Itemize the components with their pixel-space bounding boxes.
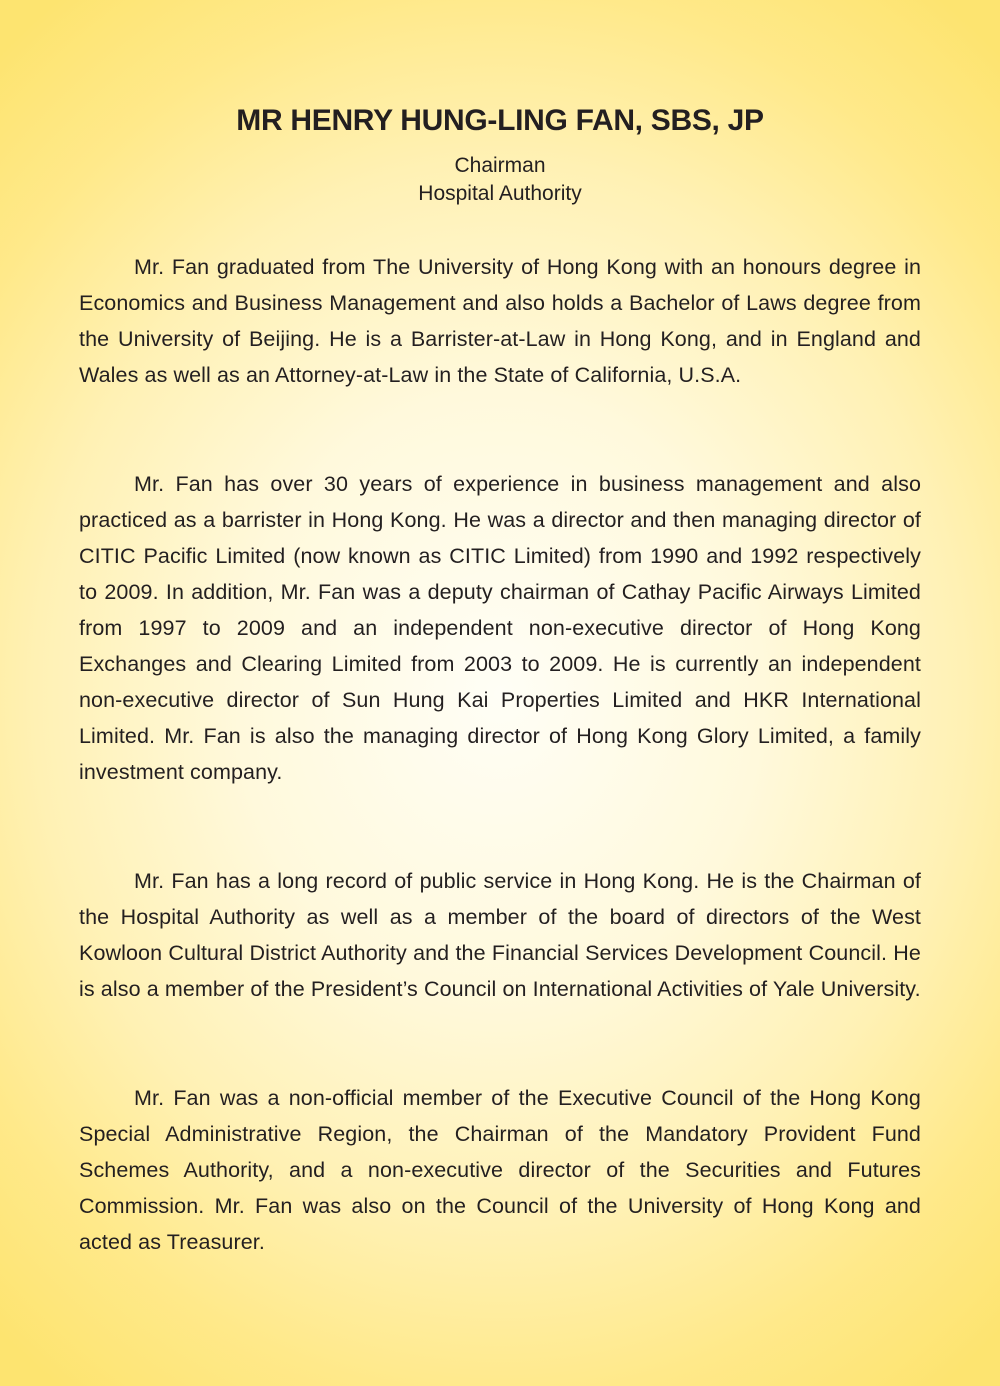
biography-paragraph-business: Mr. Fan has over 30 years of experience in business management and also practiced as a barrister in Hong Kong. He was a director and then managing director of CITIC Pacific Limited (now known as CITIC Limited) from 1990 and 1992 respectively to 2009. In addition, Mr. Fan was a deputy chairman of Cathay Pacific Airways Limited from 1997 to 2009 and an independent non-executive director of Hong Kong Exchanges and Clearing Limited from 2003 to 2009. He is currently an independent non-executive director of Sun Hung Kai Properties Limited and HKR International Limited. Mr. Fan is also the managing director of Hong Kong Glory Limited, a family investment company. (79, 472, 921, 784)
biography-paragraph-past-roles: Mr. Fan was a non-official member of the Executive Council of the Hong Kong Special Administrative Region, the Chairman of the Mandatory Provident Fund Schemes Authority, and a non-executive director of the Securities and Futures Commission. Mr. Fan was also on the Council of the University of Hong Kong and acted as Treasurer. (79, 1086, 921, 1254)
organization-name: Hospital Authority (418, 182, 582, 205)
position-title: Chairman (454, 154, 546, 177)
page-title: MR HENRY HUNG-LING FAN, SBS, JP (236, 104, 764, 137)
biography-paragraph-public-service: Mr. Fan has a long record of public service in Hong Kong. He is the Chairman of the Hospital Authority as well as a member of the board of directors of the West Kowloon Cultural District Authority and the Financial Services Development Council. He is also a member of the President’s Council on International Activities of Yale University. (79, 869, 921, 1001)
biography-paragraph-education: Mr. Fan graduated from The University of Hong Kong with an honours degree in Economics and Business Management and also holds a Bachelor of Laws degree from the University of Beijing. He is a Barrister-at-Law in Hong Kong, and in England and Wales as well as an Attorney-at-Law in the State of California, U.S.A. (79, 255, 921, 387)
